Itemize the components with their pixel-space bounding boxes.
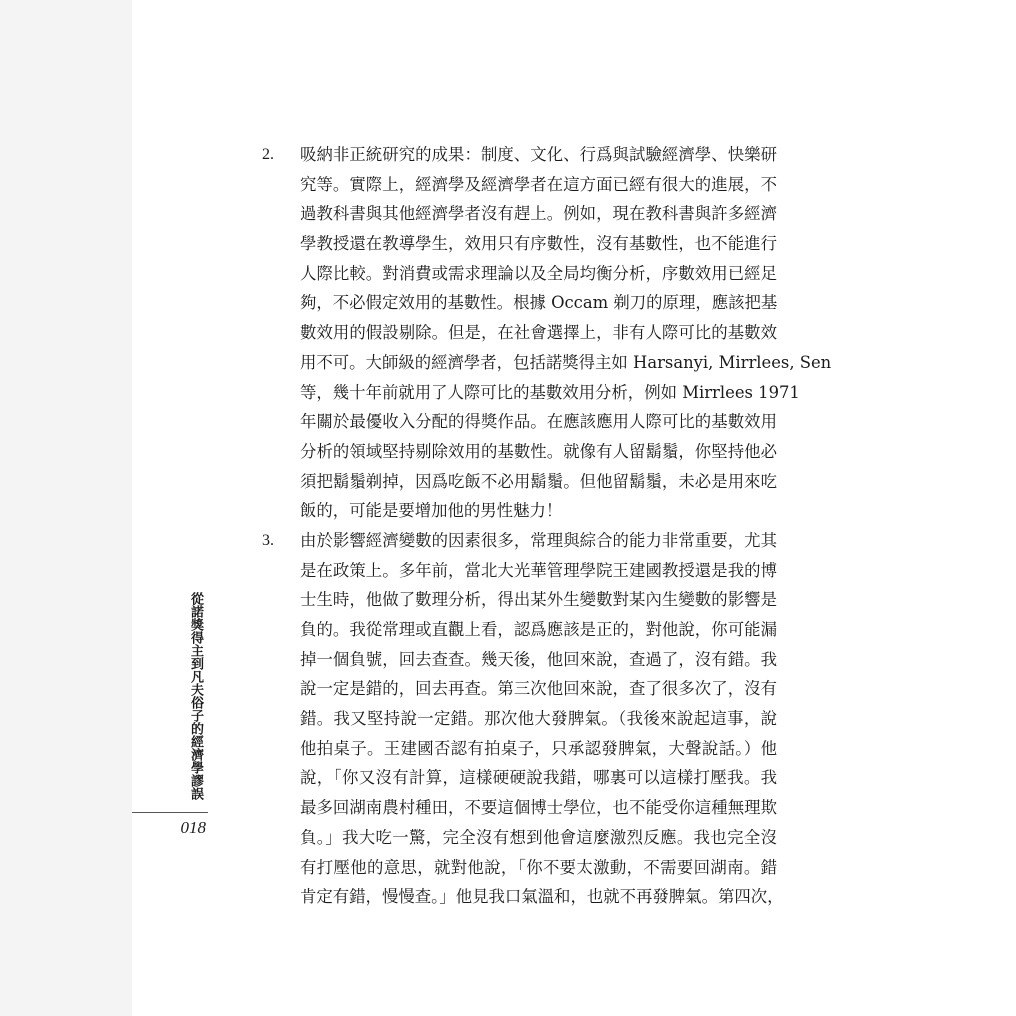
text-line: 負。」我大吃一驚，完全沒有想到他會這麼激烈反應。我也完全沒 bbox=[300, 827, 777, 847]
text-line: 士生時，他做了數理分析，得出某外生變數對某內生變數的影響是 bbox=[300, 590, 777, 610]
text-line: 他拍桌子。王建國否認有拍桌子，只承認發脾氣，大聲說話。）他 bbox=[300, 738, 777, 758]
text-line: 吸納非正統研究的成果：制度、文化、行爲與試驗經濟學、快樂研 bbox=[300, 145, 777, 164]
text-line: 說，「你又沒有計算，這樣硬硬說我錯，哪裏可以這樣打壓我。我 bbox=[300, 768, 777, 788]
text-line: 數效用的假設剔除。但是，在社會選擇上，非有人際可比的基數效 bbox=[300, 323, 777, 343]
text-line: 負的。我從常理或直觀上看，認爲應該是正的，對他說，你可能漏 bbox=[300, 620, 777, 639]
text-line: 夠，不必假定效用的基數性。根據 Occam 剃刀的原理，應該把基 bbox=[300, 293, 778, 313]
list-item bbox=[262, 526, 784, 912]
page-margin bbox=[0, 0, 132, 1016]
text-line: 肯定有錯，慢慢查。」他見我口氣溫和，也就不再發脾氣。第四次， bbox=[300, 887, 784, 907]
text-line: 掉一個負號，回去查查。幾天後，他回來說，查過了，沒有錯。我 bbox=[300, 649, 777, 669]
list-item-body bbox=[300, 140, 832, 526]
page-number-rule bbox=[132, 812, 208, 813]
list-item-number: 3. bbox=[262, 531, 274, 549]
list-item-number: 2. bbox=[262, 146, 274, 163]
text-line: 由於影響經濟變數的因素很多，常理與綜合的能力非常重要，尤其 bbox=[300, 530, 777, 550]
list-item-body bbox=[300, 526, 784, 912]
page-number: 018 bbox=[180, 818, 206, 837]
text-line: 分析的領域堅持剔除效用的基數性。就像有人留鬍鬚，你堅持他必 bbox=[300, 441, 777, 461]
running-title: 從諾獎得主到凡夫俗子的經濟學謬誤 bbox=[188, 592, 203, 800]
text-line: 過教科書與其他經濟學者沒有趕上。例如，現在教科書與許多經濟 bbox=[300, 204, 777, 224]
text-line: 說一定是錯的，回去再查。第三次他回來說，查了很多次了，沒有 bbox=[300, 679, 777, 699]
text-line: 人際比較。對消費或需求理論以及全局均衡分析，序數效用已經足 bbox=[300, 263, 777, 283]
text-line: 錯。我又堅持說一定錯。那次他大發脾氣。（我後來說起這事，說 bbox=[300, 709, 777, 729]
text-line: 最多回湖南農村種田，不要這個博士學位，也不能受你這種無理欺 bbox=[300, 798, 777, 818]
text-line: 學教授還在教導學生，效用只有序數性，沒有基數性，也不能進行 bbox=[300, 234, 777, 254]
text-line: 須把鬍鬚剃掉，因爲吃飯不必用鬍鬚。但他留鬍鬚，未必是用來吃 bbox=[300, 471, 777, 491]
text-line: 等，幾十年前就用了人際可比的基數效用分析，例如 Mirrlees 1971 bbox=[300, 382, 800, 402]
text-line: 究等。實際上，經濟學及經濟學者在這方面已經有很大的進展，不 bbox=[300, 174, 777, 194]
text-line: 飯的，可能是要增加他的男性魅力！ bbox=[300, 501, 563, 521]
text-line: 用不可。大師級的經濟學者，包括諾獎得主如 Harsanyi, Mirrlees, Sen bbox=[300, 352, 832, 372]
body-text bbox=[262, 140, 832, 912]
text-line: 有打壓他的意思，就對他說，「你不要太激動，不需要回湖南。錯 bbox=[300, 857, 777, 877]
text-line: 是在政策上。多年前，當北大光華管理學院王建國教授還是我的博 bbox=[300, 560, 777, 580]
list-item bbox=[262, 140, 832, 526]
text-line: 年關於最優收入分配的得獎作品。在應該應用人際可比的基數效用 bbox=[300, 412, 777, 432]
